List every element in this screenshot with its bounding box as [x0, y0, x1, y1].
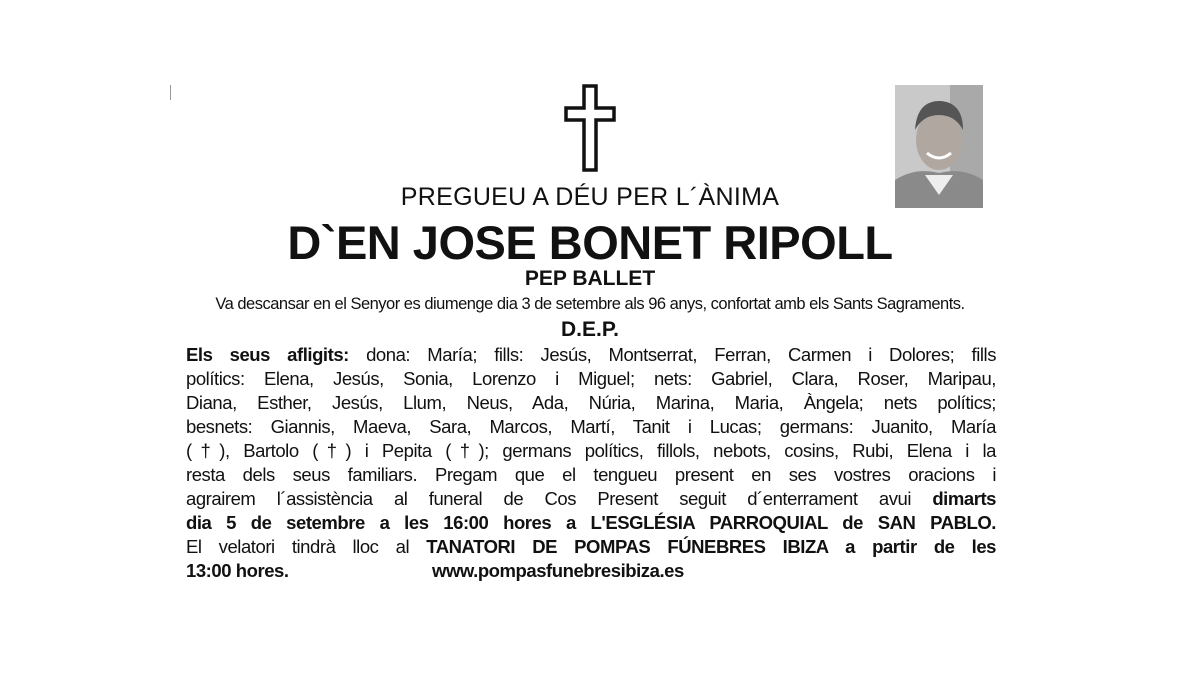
body-text: El velatori tindrà lloc al: [186, 536, 427, 557]
body-line: (†), Bartolo (†) i Pepita (†); germans polítics, fillols, nebots, cosins, Rubi, Elena i la: [186, 440, 996, 461]
body-line: besnets: Giannis, Maeva, Sara, Marcos, Martí, Tanit i Lucas; germans: Juanito, María: [186, 416, 996, 437]
nickname: PEP BALLET: [524, 267, 656, 290]
mourners-label: Els seus afligits:: [186, 344, 349, 365]
funeral-day: dimarts: [932, 488, 996, 509]
website-link[interactable]: www.pompasfunebresibiza.es: [432, 560, 684, 581]
body-line: Diana, Esther, Jesús, Llum, Neus, Ada, Núria, Marina, Maria, Àngela; nets polítics;: [186, 392, 996, 413]
body-text: dona: María; fills: Jesús, Montserrat, Ferran, Carmen i Dolores; fills: [348, 344, 997, 365]
body-line: [186, 487, 996, 511]
margin-mark: [170, 85, 171, 100]
body-line: [186, 511, 996, 535]
wake-time: 13:00 hores.: [186, 560, 289, 581]
body-line: [186, 343, 996, 367]
prayer-heading: PREGUEU A DÉU PER L´ÀNIMA: [400, 183, 780, 211]
body-line: [186, 559, 996, 583]
wake-location: TANATORI DE POMPAS FÚNEBRES IBIZA a partir de les: [426, 536, 996, 557]
death-notice-line: Va descansar en el Senyor es diumenge dia 3 de setembre als 96 anys, confortat amb els Sants Sagraments.: [215, 295, 965, 313]
obituary-body: [186, 343, 996, 583]
deceased-name: D`EN JOSE BONET RIPOLL: [287, 216, 893, 269]
body-text: agrairem l´assistència al funeral de Cos Present seguit d´enterrament avui: [186, 488, 933, 509]
dep-abbreviation: D.E.P.: [561, 318, 619, 341]
cross-icon: [564, 84, 616, 172]
body-line: [186, 535, 996, 559]
funeral-details: dia 5 de setembre a les 16:00 hores a L'ESGLÉSIA PARROQUIAL de SAN PABLO.: [186, 512, 996, 533]
body-line: polítics: Elena, Jesús, Sonia, Lorenzo i Miguel; nets: Gabriel, Clara, Roser, Maripau,: [186, 368, 996, 389]
body-line: resta dels seus familiars. Pregam que el tengueu present en ses vostres oracions i: [186, 464, 996, 485]
